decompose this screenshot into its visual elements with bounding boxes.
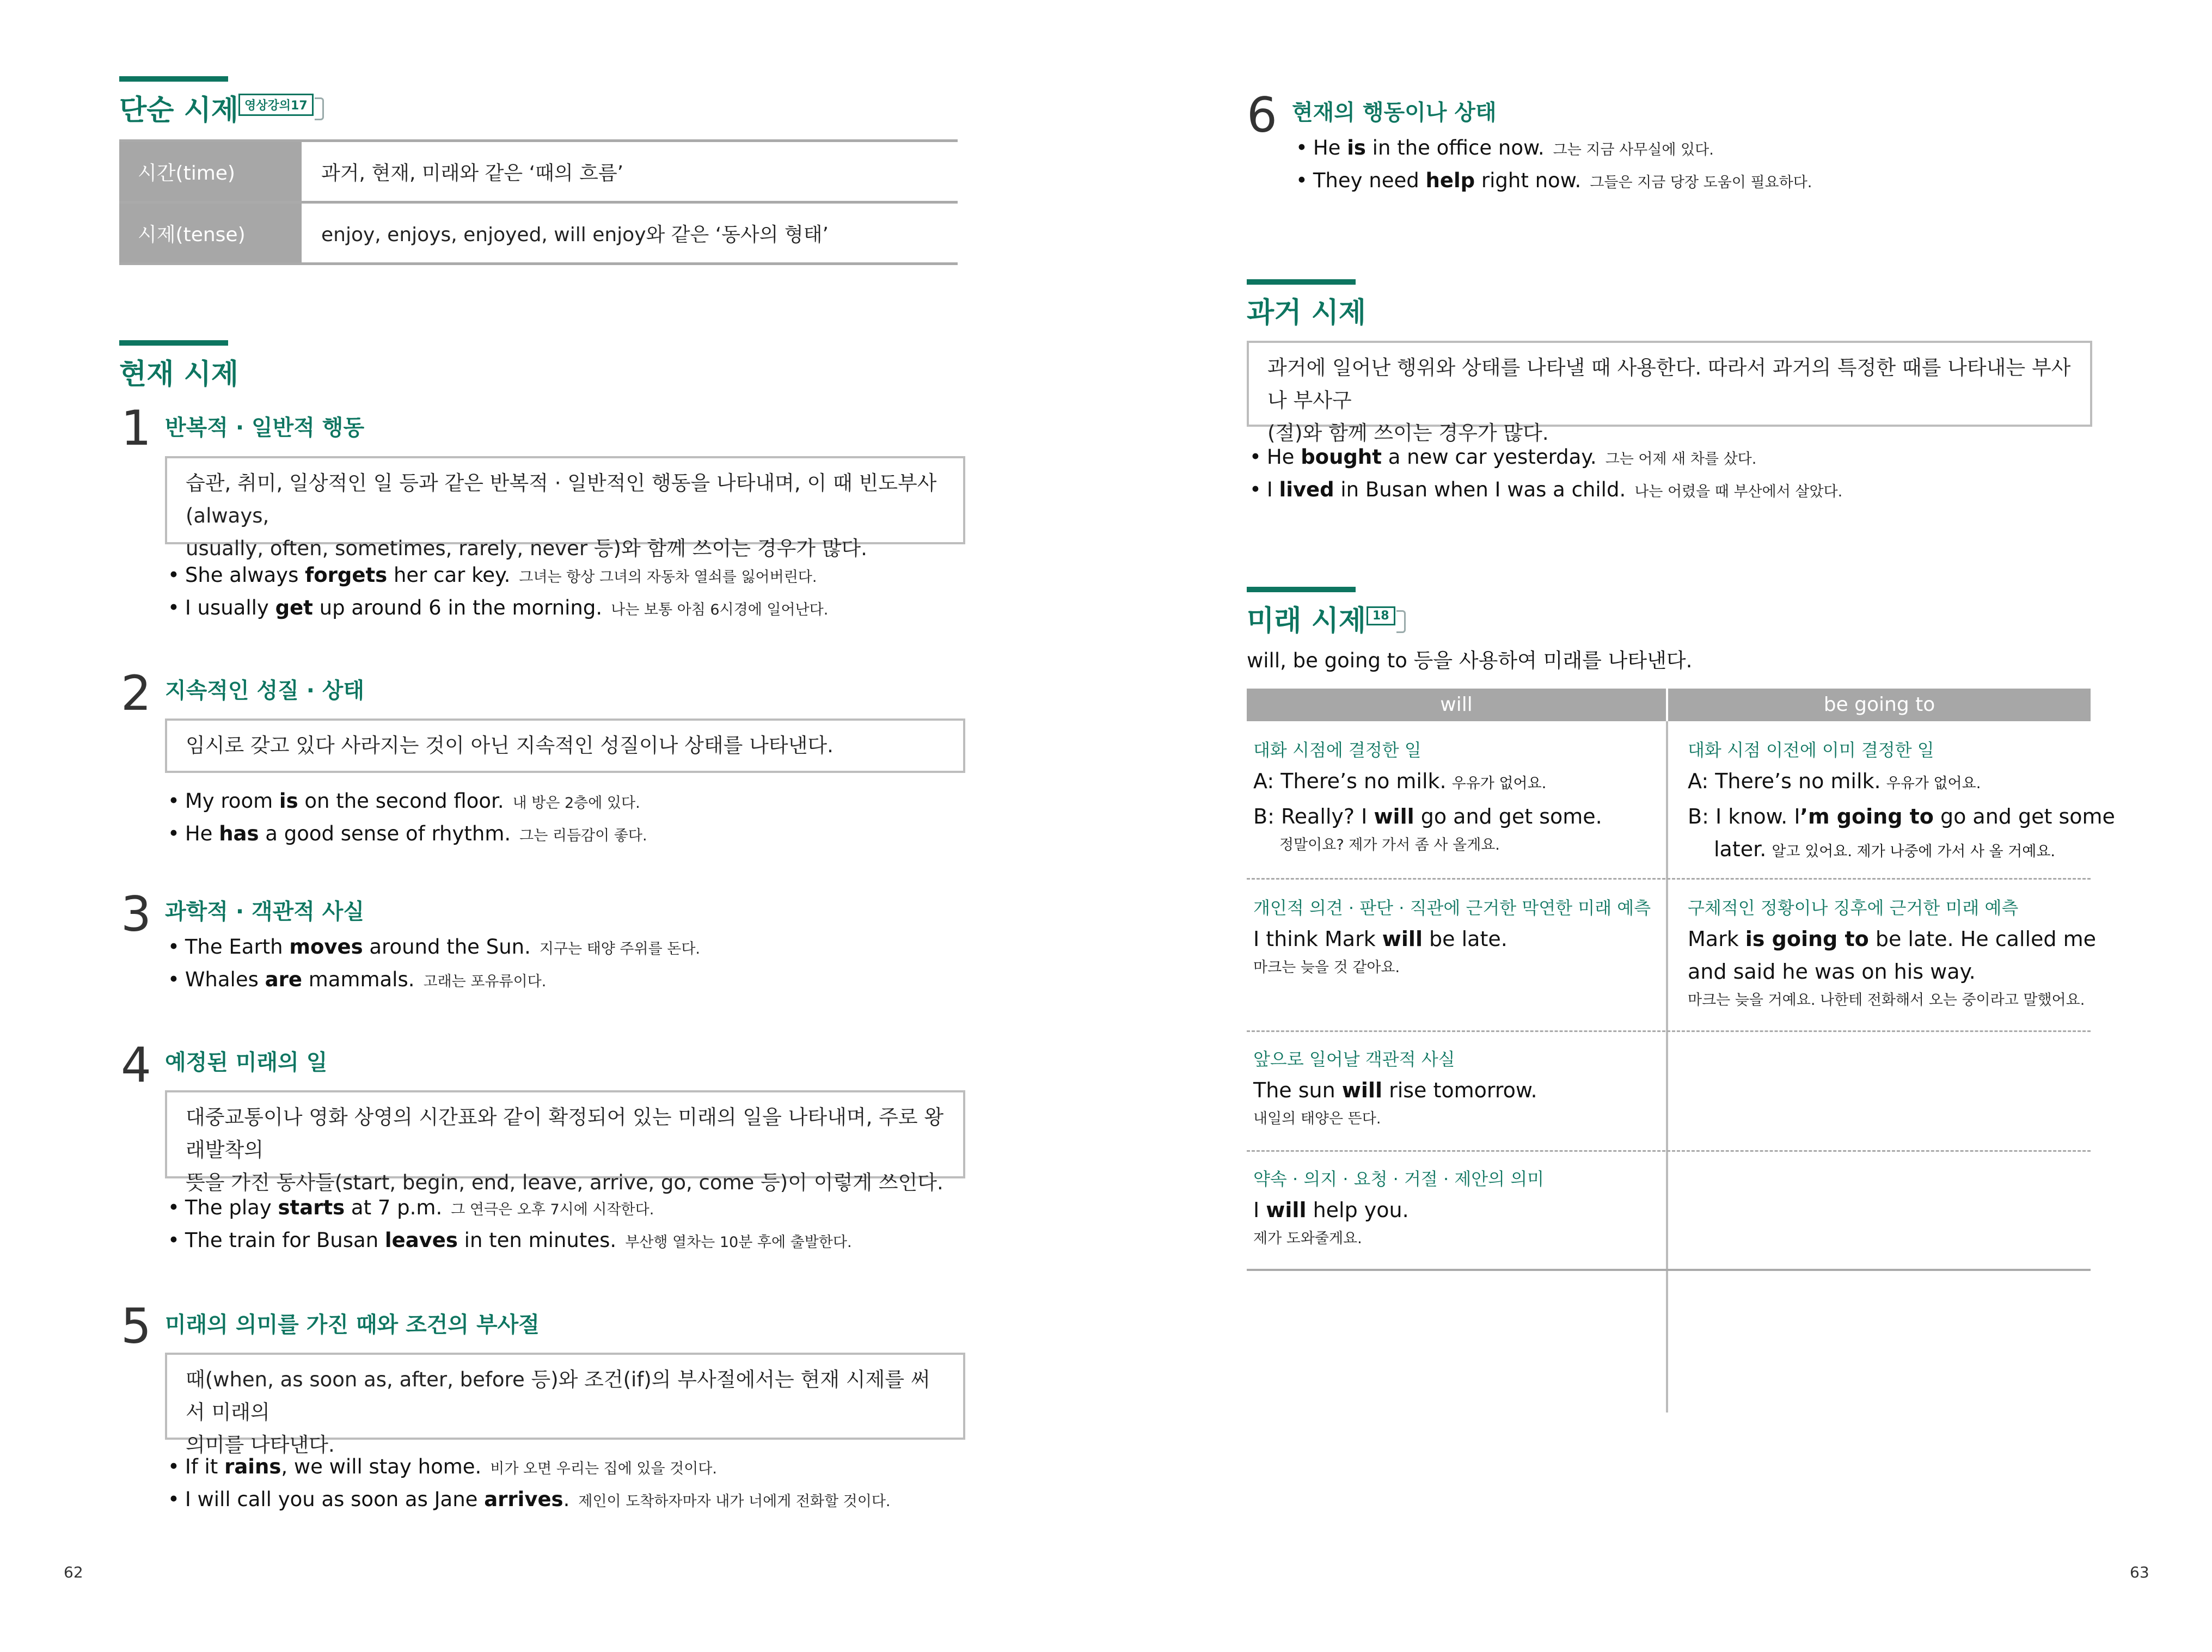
table-cell-will-3: 앞으로 일어날 객관적 사실 The sun will rise tomorrow. 내일의 태양은 뜬다. — [1253, 1049, 1537, 1127]
example-sentence: • If it rains, we will stay home. 비가 오면 우리는 집에 있을 것이다. — [168, 1455, 717, 1478]
table-head-cell: 시제(tense) — [119, 202, 302, 264]
example-sentence: • I lived in Busan when I was a child. 나는 어렸을 때 부산에서 살았다. — [1249, 478, 1843, 501]
video-lecture-badge[interactable]: 영상강의17 — [238, 94, 314, 116]
video-lecture-badge[interactable]: 18 — [1367, 606, 1395, 625]
table-cell: 과거, 현재, 미래와 같은 ‘때의 흐름’ — [302, 141, 958, 202]
table-head-cell: 시간(time) — [119, 141, 302, 202]
tense-definition-table — [119, 139, 958, 265]
example-sentence: • My room is on the second floor. 내 방은 2층에 있다. — [168, 789, 640, 813]
example-sentence: • I will call you as soon as Jane arrives. 제인이 도착하자마자 내가 너에게 전화할 것이다. — [168, 1488, 891, 1511]
example-sentence: • He bought a new car yesterday. 그는 어제 새 차를 샀다. — [1249, 445, 1757, 469]
box-line: usually, often, sometimes, rarely, never 등)와 함께 쓰이는 경우가 많다. — [186, 537, 867, 560]
box-line: 습관, 취미, 일상적인 일 등과 같은 반복적 · 일반적인 행동을 나타내며, 이 때 빈도부사(always, — [186, 471, 937, 527]
item-number: 6 — [1247, 87, 1277, 143]
column-divider — [1666, 721, 1668, 1413]
table-cell-will-2: 개인적 의견 · 판단 · 직관에 근거한 막연한 미래 예측 I think Mark will be late. 마크는 늦을 것 같아요. — [1253, 898, 1651, 976]
table-cell: enjoy, enjoys, enjoyed, will enjoy와 같은 ‘동사의 형태’ — [302, 202, 958, 264]
item-number: 3 — [121, 886, 151, 942]
item-number: 5 — [121, 1298, 151, 1354]
example-sentence: • I usually get up around 6 in the morning. 나는 보통 아침 6시경에 일어난다. — [168, 596, 829, 619]
example-sentence: • They need help right now. 그들은 지금 당장 도움이 필요하다. — [1296, 169, 1812, 192]
example-sentence: • He has a good sense of rhythm. 그는 리듬감이 좋다. — [168, 822, 647, 845]
item-number: 2 — [121, 665, 151, 721]
item-title: 현재의 행동이나 상태 — [1292, 100, 1497, 125]
item-title: 예정된 미래의 일 — [165, 1050, 328, 1075]
explanation-box — [165, 1090, 965, 1194]
row-divider — [1247, 1030, 2091, 1032]
column-header-going-to: be going to — [1668, 689, 2091, 721]
item-title: 지속적인 성질 · 상태 — [165, 678, 365, 703]
explanation-box — [1247, 341, 2092, 445]
column-header-will: will — [1247, 689, 1666, 721]
box-line: 대중교통이나 영화 상영의 시간표와 같이 확정되어 있는 미래의 일을 나타내며, 주로 왕래발착의 — [186, 1106, 944, 1162]
table-cell-going-2: 구체적인 정황이나 징후에 근거한 미래 예측 Mark is going to be late. He called me and said he was on his way. 마크는 늦을 거예요. 나한테 전화해서 오는 중이라고 말했어요. — [1688, 898, 2096, 1009]
box-line: 뜻을 가진 동사들(start, begin, end, leave, arrive, go, come 등)이 이렇게 쓰인다. — [186, 1171, 943, 1194]
table-cell-will-4: 약속 · 의지 · 요청 · 거절 · 제안의 의미 I will help you. 제가 도와줄게요. — [1253, 1169, 1545, 1247]
table-cell-going-1: 대화 시점 이전에 이미 결정한 일 A: There’s no milk. 우유가 없어요. B: I know. I’m going to go and get some later. 알고 있어요. 제가 나중에 가서 사 올 거예요. — [1688, 740, 2115, 861]
row-divider — [1247, 1150, 2091, 1152]
section-bar — [119, 340, 228, 346]
page-number: 62 — [64, 1563, 83, 1581]
box-line: 의미를 나타낸다. — [186, 1433, 335, 1457]
box-line: 때(when, as soon as, after, before 등)와 조건(if)의 부사절에서는 현재 시제를 써서 미래의 — [186, 1368, 930, 1424]
box-line: 과거에 일어난 행위와 상태를 나타낼 때 사용한다. 따라서 과거의 특정한 때를 나타내는 부사나 부사구 — [1267, 356, 2071, 412]
section-intro: will, be going to 등을 사용하여 미래를 나타낸다. — [1247, 649, 1693, 672]
example-sentence: • Whales are mammals. 고래는 포유류이다. — [168, 968, 547, 991]
page-number: 63 — [2130, 1563, 2149, 1581]
row-divider — [1247, 878, 2091, 880]
item-title: 미래의 의미를 가진 때와 조건의 부사절 — [165, 1312, 540, 1337]
item-number: 4 — [121, 1037, 151, 1093]
section-title-future: 미래 시제 — [1247, 605, 1367, 637]
example-sentence: • The train for Busan leaves in ten minutes. 부산행 열차는 10분 후에 출발한다. — [168, 1229, 852, 1252]
explanation-box — [165, 456, 965, 560]
example-sentence: • The play starts at 7 p.m. 그 연극은 오후 7시에 시작한다. — [168, 1196, 654, 1219]
explanation-box — [165, 1353, 965, 1457]
table-row — [119, 141, 958, 202]
section-bar — [119, 76, 228, 82]
example-sentence: • The Earth moves around the Sun. 지구는 태양 주위를 돈다. — [168, 935, 701, 959]
section-title-past: 과거 시제 — [1247, 297, 1367, 329]
box-line: (절)와 함께 쓰이는 경우가 많다. — [1267, 421, 1549, 445]
item-title: 반복적 · 일반적 행동 — [165, 415, 365, 440]
example-sentence: • He is in the office now. 그는 지금 사무실에 있다. — [1296, 136, 1714, 159]
item-number: 1 — [121, 400, 151, 456]
section-bar — [1247, 587, 1356, 592]
table-row — [119, 202, 958, 264]
section-title-simple: 단순 시제 — [119, 94, 239, 127]
explanation-box — [165, 718, 965, 773]
table-cell-will-1: 대화 시점에 결정한 일 A: There’s no milk. 우유가 없어요. B: Really? I will go and get some. 정말이요? 제가 가서 좀 사 올게요. — [1253, 740, 1602, 853]
table-bottom-rule — [1247, 1269, 2091, 1271]
item-title: 과학적 · 객관적 사실 — [165, 899, 365, 924]
section-title-present: 현재 시제 — [119, 358, 239, 391]
section-bar — [1247, 279, 1356, 285]
box-line: 임시로 갖고 있다 사라지는 것이 아닌 지속적인 성질이나 상태를 나타낸다. — [186, 734, 834, 757]
example-sentence: • She always forgets her car key. 그녀는 항상 그녀의 자동차 열쇠를 잃어버린다. — [168, 563, 817, 587]
